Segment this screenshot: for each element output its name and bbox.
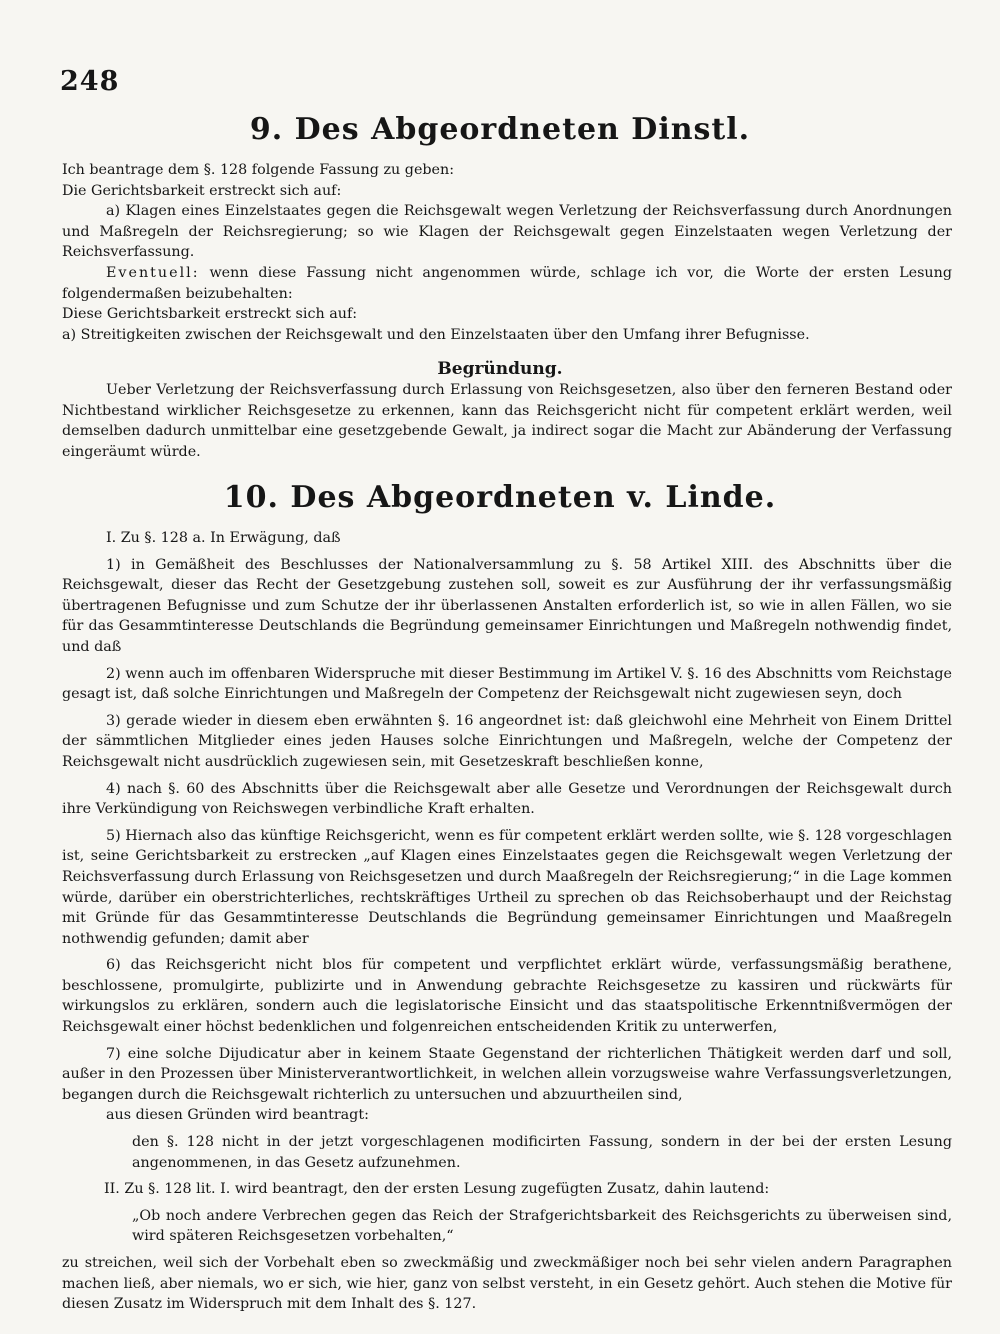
begruendung-paragraph: Ueber Verletzung der Reichsverfassung durch Erlassung von Reichsgesetzen, also über den ferneren Bestand oder Nichtbestand wirklicher Reichsgesetze zu erkennen, kann das Reichsgericht nicht für competent erklärt werden, weil demselben dadurch unmittelbar eine gesetzgebende Gewalt, ja indirect sogar die Macht zur Abänderung der Verfassung eingeräumt würde. (62, 382, 952, 460)
section-10-item-6: 6) das Reichsgericht nicht blos für competent und verpflichtet erklärt würde, verfassungsmäßig berathene, beschlossene, promulgirte, publizirte und in Anwendung gebrachte Reichsgesetze zu kassiren und rückwärts für wirkungslos zu erklären, sondern auch die legislatorische Einsicht und das staatspolitische Erkenntnißvermögen der Reichsgewalt einer höchst bedenklichen und folgenreichen entscheidenden Kritik zu unterwerfen, (62, 957, 952, 1036)
section-10-item-2: 2) wenn auch im offenbaren Widerspruche mit dieser Bestimmung im Artikel V. §. 16 des Abschnitts vom Reichstage gesagt ist, daß solche Einrichtungen und Maßregeln der Competenz der Reichsgewalt nicht zugewiesen seyn, doch (62, 665, 953, 703)
section-10-item-3: 3) gerade wieder in diesem eben erwähnten §. 16 angeordnet ist: daß gleichwohl eine Mehrheit von Einem Drittel der sämmtlichen Mitglieder eines jeden Hauses solche Einrichtungen und Maßregeln, welche der Competenz der Reichsgewalt nicht ausdrücklich zugewiesen sein, mit Gesetzeskraft beschließen konne, (62, 712, 952, 770)
begruendung-heading: Begründung. (437, 359, 563, 379)
section-9-jurisdiction-line: Die Gerichtsbarkeit erstreckt sich auf: (62, 182, 342, 199)
section-10-item-7: 7) eine solche Dijudicatur aber in keinem Staate Gegenstand der richterlichen Thätigkeit werden darf und soll, außer in den Prozessen über Ministerverantwortlichkeit, in welchen allein vorzugsweise wahre Verfassungsverletzungen, begangen durch die Reichsgewalt richterlich zu untersuchen und abzuurtheilen sind, (62, 1045, 952, 1103)
section-9-heading: 9. Des Abgeordneten Dinstl. (249, 112, 751, 147)
section-9-intro: Ich beantrage dem §. 128 folgende Fassung zu geben: (62, 162, 455, 178)
section-10-ii-intro: II. Zu §. 128 lit. I. wird beantragt, den der ersten Lesung zugefügten Zusatz, dahin lautend: (104, 1181, 770, 1198)
section-10-ii-quote: „Ob noch andere Verbrechen gegen das Reich der Strafgerichtsbarkeit des Reichsgerichts zu überweisen sind, wird späteren Reichsgesetzen vorbehalten,“ (132, 1207, 952, 1245)
begruendung-text (62, 380, 952, 462)
section-10-body (62, 528, 952, 1315)
section-9-eventual (62, 263, 952, 304)
section-9-body (62, 160, 952, 345)
section-9-alt-item-a: a) Streitigkeiten zwischen der Reichsgewalt und den Einzelstaaten über den Umfang ihrer Befugnisse. (62, 326, 810, 343)
section-10-antrag: den §. 128 nicht in der jetzt vorgeschlagenen modificirten Fassung, sondern in der bei der ersten Lesung angenommenen, in das Gesetz aufzunehmen. (132, 1134, 952, 1171)
section-10-closing: zu streichen, weil sich der Vorbehalt eben so zweckmäßig und zweckmäßiger noch bei sehr vielen andern Paragraphen machen ließ, aber niemals, wo er sich, wie hier, ganz von selbst versteht, in ein Gesetz gehört. Auch stehen die Motive für diesen Zusatz im Widerspruch mit dem Inhalt des §. 127. (62, 1255, 952, 1313)
section-10-intro: I. Zu §. 128 a. In Erwägung, daß (106, 530, 341, 546)
section-10-antrag-intro: aus diesen Gründen wird beantragt: (106, 1107, 369, 1124)
section-10-item-4: 4) nach §. 60 des Abschnitts über die Reichsgewalt aber alle Gesetze und Verordnungen der Reichsgewalt durch ihre Verkündigung von Reichswegen verbindliche Kraft erhalten. (62, 780, 952, 818)
section-10-heading: 10. Des Abgeordneten v. Linde. (223, 480, 777, 515)
section-9-item-a: a) Klagen eines Einzelstaates gegen die Reichsgewalt wegen Verletzung der Reichsverfassung durch Anordnungen und Maßregeln der Reichsregierung; so wie Klagen der Reichsgewalt gegen Einzelstaaten wegen Verletzung der Reichsverfassung. (62, 203, 952, 261)
section-10-item-1: 1) in Gemäßheit des Beschlusses der Nationalversammlung zu §. 58 Artikel XIII. des Abschnitts über die Reichsgewalt, dieser das Recht der Gesetzgebung zustehen soll, soweit es zur Ausführung der ihr verfassungsmäßig übertragenen Befugnisse und zum Schutze der ihr überlassenen Anstalten erforderlich ist, so wie in allen Fällen, wo sie für das Gesammtinteresse Deutschlands die Begründung gemeinsamer Einrichtungen und Maßregeln nothwendig findet, und daß (62, 556, 952, 655)
section-9-alt-jurisdiction-line: Diese Gerichtsbarkeit erstreckt sich auf: (62, 306, 358, 323)
eventual-label: Eventuell: (106, 264, 200, 281)
section-10-item-5: 5) Hiernach also das künftige Reichsgericht, wenn es für competent erklärt werden sollte, wie §. 128 vorgeschlagen ist, seine Gerichtsbarkeit zu erstrecken „auf Klagen eines Einzelstaates gegen die Reichsgewalt wegen Verletzung der Reichsverfassung durch Erlassung von Reichsgesetzen und durch Maaßregeln der Reichsregierung;“ in die Lage kommen würde, darüber ein oberstrichterliches, rechtskräftiges Urtheil zu sprechen ob das Reichsoberhaupt und der Reichstag mit Gründe für das Gesammtinteresse Deutschlands die Begründung gemeinsamer Einrichtungen und Maaßregeln nothwendig gefunden; damit aber (62, 827, 952, 947)
eventual-text: wenn diese Fassung nicht angenommen würde, schlage ich vor, die Worte der ersten Lesung folgendermaßen beizubehalten: (62, 264, 953, 302)
page-number: 248 (60, 66, 120, 97)
